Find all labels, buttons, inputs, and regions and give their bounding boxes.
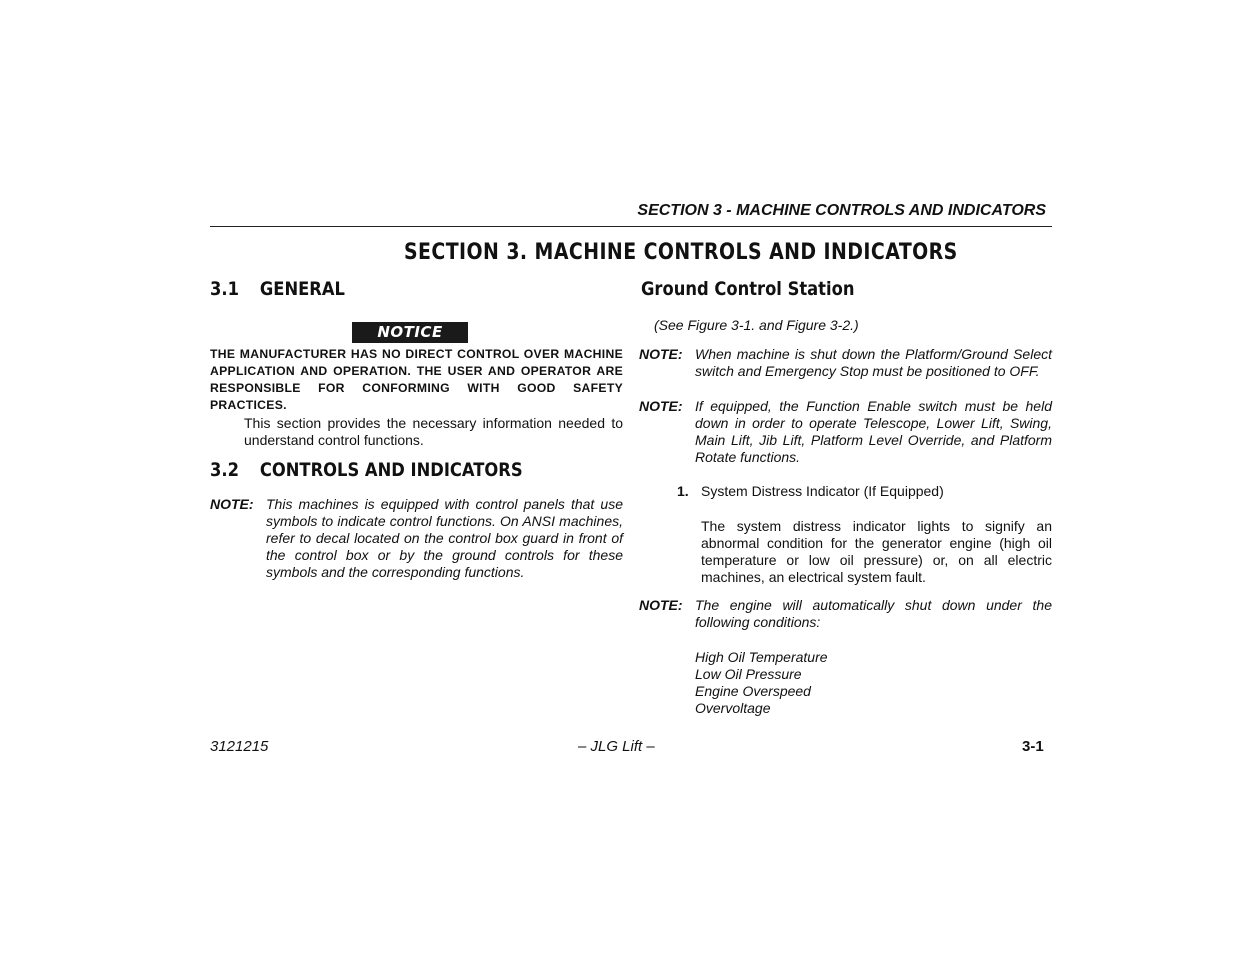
condition-item: Engine Overspeed: [695, 683, 811, 699]
heading-number: 3.2: [210, 459, 239, 481]
note-label: NOTE:: [639, 346, 683, 362]
condition-item: High Oil Temperature: [695, 649, 828, 665]
note-text: This machines is equipped with control panels that use symbols to indicate control functions. On ANSI machines, refer to decal located on the control box guard in front of the control box or by the ground controls for these symbols and the corresponding functions.: [266, 496, 623, 580]
general-paragraph: This section provides the necessary information needed to understand control functions.: [244, 415, 623, 448]
heading-text: GENERAL: [259, 278, 345, 300]
list-item-title: System Distress Indicator (If Equipped): [701, 483, 944, 499]
running-header: SECTION 3 - MACHINE CONTROLS AND INDICATORS: [637, 202, 1046, 219]
figure-reference: (See Figure 3-1. and Figure 3-2.): [654, 317, 859, 333]
section-title: SECTION 3. MACHINE CONTROLS AND INDICATORS: [404, 240, 958, 265]
condition-item: Low Oil Pressure: [695, 666, 802, 682]
note-text: If equipped, the Function Enable switch must be held down in order to operate Telescope, Lower Lift, Swing, Main Lift, Jib Lift, Platform Level Override, and Platform Rotate functions.: [695, 398, 1052, 465]
note-text: The engine will automatically shut down under the following conditions:: [695, 597, 1052, 630]
heading-ground-control-station: Ground Control Station: [641, 278, 855, 300]
note-label: NOTE:: [639, 398, 683, 414]
heading-controls: [210, 459, 523, 481]
note-label: NOTE:: [210, 496, 254, 512]
list-item-number: 1.: [677, 483, 689, 499]
footer-center: – JLG Lift –: [578, 738, 655, 755]
notice-badge: NOTICE: [352, 322, 468, 343]
heading-general: [210, 278, 345, 300]
footer-doc-number: 3121215: [210, 738, 269, 755]
notice-text: THE MANUFACTURER HAS NO DIRECT CONTROL OVER MACHINE APPLICATION AND OPERATION. THE USER AND OPERATOR ARE RESPONSIBLE FOR CONFORMING WITH GOOD SAFETY PRACTICES.: [210, 347, 623, 412]
heading-text: CONTROLS AND INDICATORS: [259, 459, 523, 481]
header-rule: [210, 226, 1052, 227]
footer-page-number: 3-1: [1022, 738, 1044, 755]
heading-number: 3.1: [210, 278, 239, 300]
note-text: When machine is shut down the Platform/Ground Select switch and Emergency Stop must be positioned to OFF.: [695, 346, 1052, 379]
note-label: NOTE:: [639, 597, 683, 613]
condition-item: Overvoltage: [695, 700, 771, 716]
list-item-body: The system distress indicator lights to signify an abnormal condition for the generator engine (high oil temperature or low oil pressure) or, on all electric machines, an electrical system fault.: [701, 518, 1052, 585]
condition-list: [695, 649, 828, 717]
